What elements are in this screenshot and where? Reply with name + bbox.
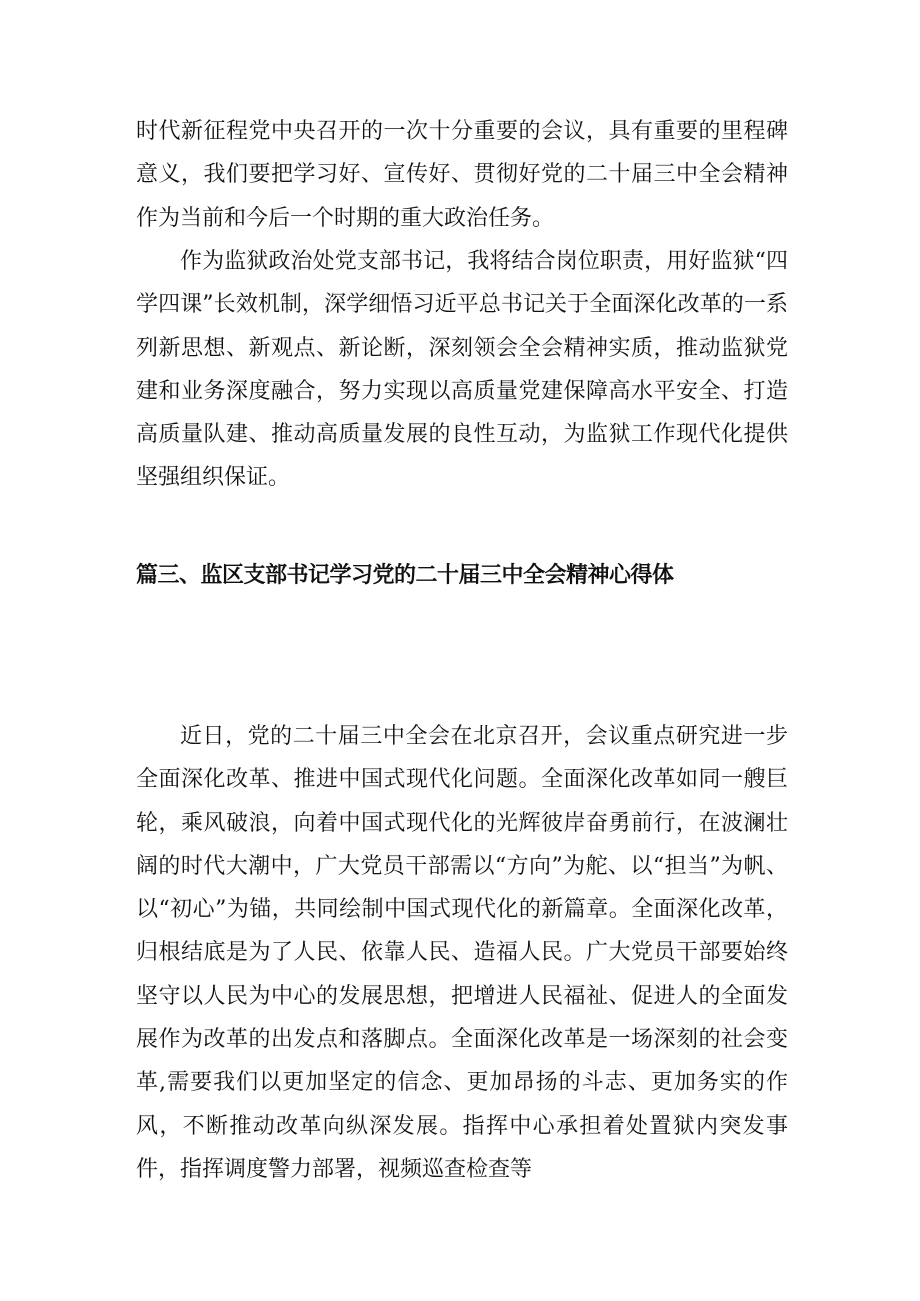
paragraph-continuation: 时代新征程党中央召开的一次十分重要的会议，具有重要的里程碑意义，我们要把学习好、宣传好、贯彻好党的二十届三中全会精神作为当前和今后一个时期的重大政治任务。	[136, 119, 788, 231]
paragraph-commitment: 作为监狱政治处党支部书记，我将结合岗位职责，用好监狱“四学四课”长效机制，深学细悟习近平总书记关于全面深化改革的一系列新思想、新观点、新论断，深刻领会全会精神实质，推动监狱党建和业务深度融合，努力实现以高质量党建保障高水平安全、打造高质量队建、推动高质量发展的良性互动，为监狱工作现代化提供坚强组织保证。	[136, 249, 788, 491]
section-body-paragraph: 近日，党的二十届三中全会在北京召开，会议重点研究进一步全面深化改革、推进中国式现代化问题。全面深化改革如同一艘巨轮，乘风破浪，向着中国式现代化的光辉彼岸奋勇前行，在波澜壮阔的时代大潮中，广大党员干部需以“方向”为舵、以“担当”为帆、以“初心”为锚，共同绘制中国式现代化的新篇章。全面深化改革，归根结底是为了人民、依靠人民、造福人民。广大党员干部要始终坚守以人民为中心的发展思想，把增进人民福祉、促进人的全面发展作为改革的出发点和落脚点。全面深化改革是一场深刻的社会变革,需要我们以更加坚定的信念、更加昂扬的斗志、更加务实的作风，不断推动改革向纵深发展。指挥中心承担着处置狱内突发事件，指挥调度警力部署，视频巡查检查等	[136, 724, 788, 1182]
section-heading: 篇三、监区支部书记学习党的二十届三中全会精神心得体	[136, 563, 674, 588]
